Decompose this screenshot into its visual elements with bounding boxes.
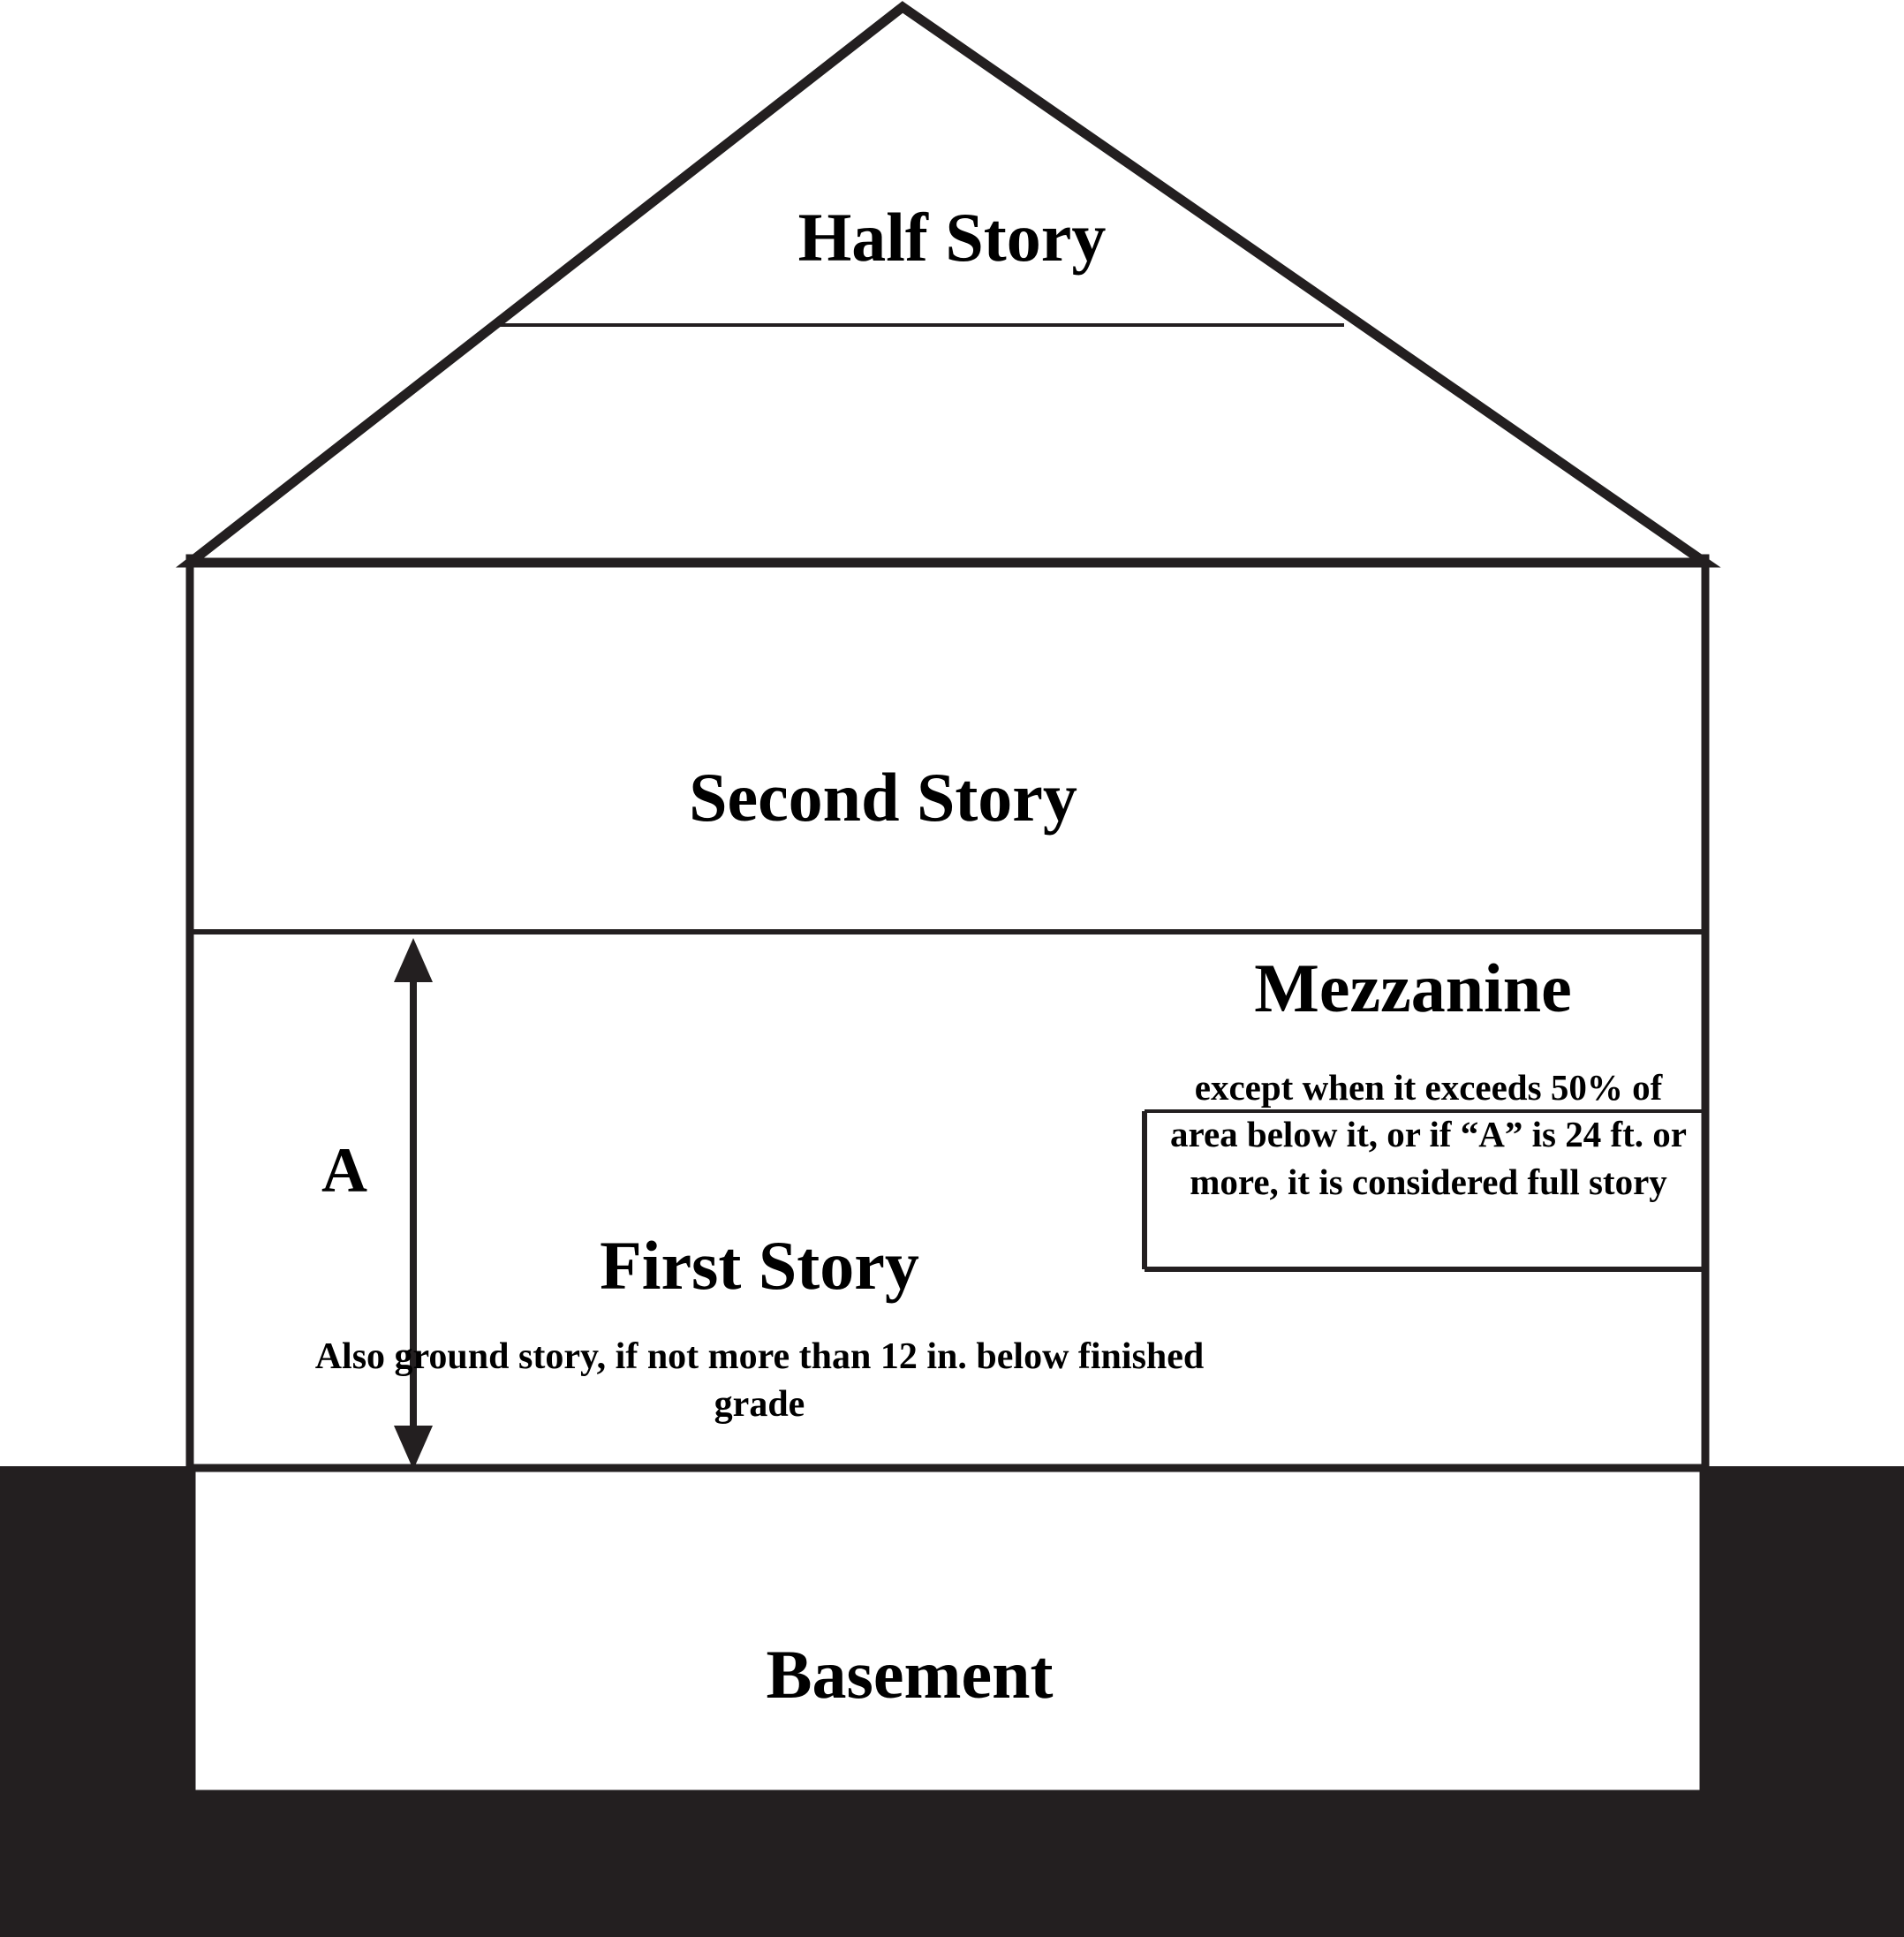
label-mezzanine: Mezzanine [1254, 950, 1572, 1026]
mezzanine-note-text: except when it exceeds 50% of area below it, or if “A” is 24 ft. or more, it is considered full story [1170, 1067, 1687, 1202]
roof-triangle [190, 7, 1705, 563]
label-half-story: Half Story [797, 199, 1107, 276]
basement-box [193, 1466, 1703, 1793]
label-dimension-a: A [321, 1135, 367, 1206]
label-basement: Basement [766, 1636, 1054, 1713]
label-first-story: First Story [600, 1227, 919, 1304]
first-story-note-text: Also ground story, if not more than 12 in. below finished grade [314, 1336, 1205, 1425]
label-second-story: Second Story [689, 759, 1077, 836]
